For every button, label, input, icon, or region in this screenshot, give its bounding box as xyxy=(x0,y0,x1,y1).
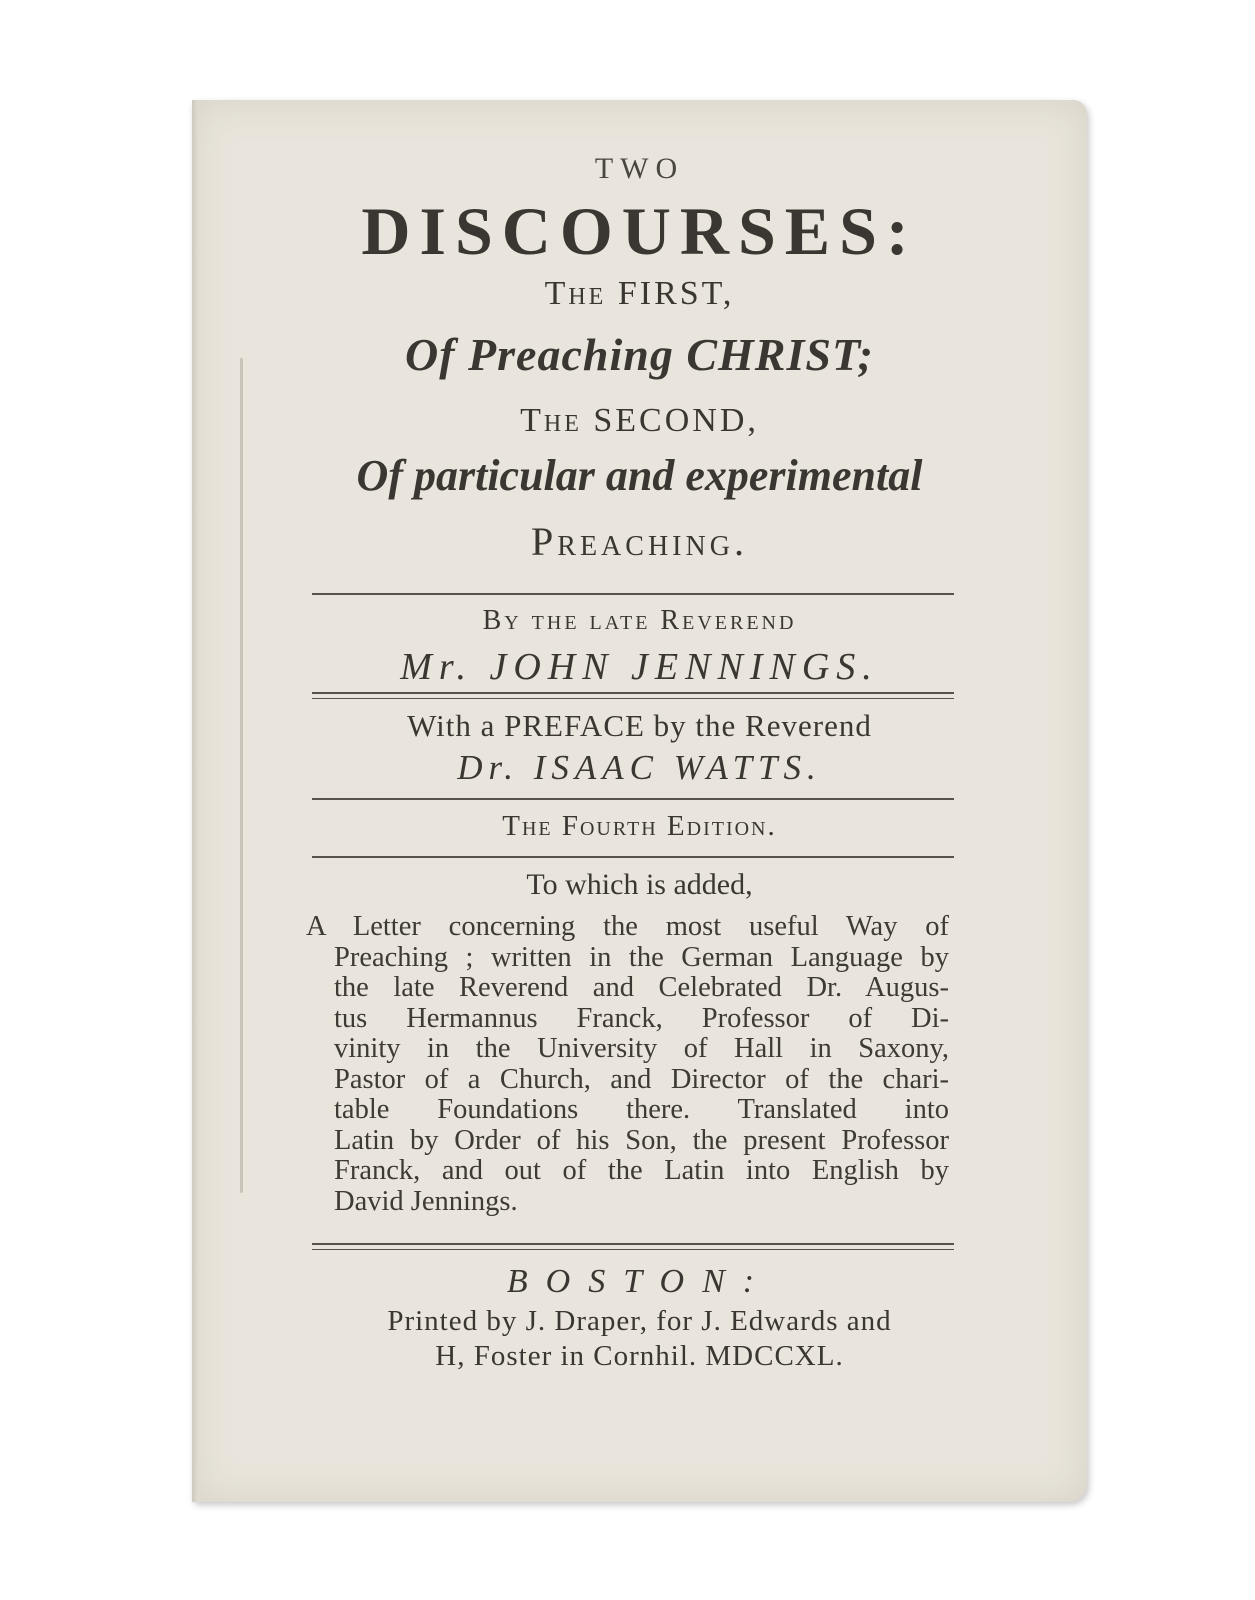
added-line: Pastor of a Church, and Director of the chari- xyxy=(334,1063,949,1095)
to-which-is-added: To which is added, xyxy=(526,868,753,901)
rule-3 xyxy=(312,798,954,800)
title-the-first: The FIRST, xyxy=(544,275,735,312)
title-of-preaching-christ: Of Preaching CHRIST; xyxy=(405,329,874,380)
imprint-printed-by: Printed by J. Draper, for J. Edwards and xyxy=(387,1305,892,1337)
title-page xyxy=(192,100,1087,1502)
title-preaching: Preaching. xyxy=(531,519,748,564)
rule-1 xyxy=(312,593,954,595)
imprint-boston: BOSTON: xyxy=(506,1263,773,1300)
added-line: vinity in the University of Hall in Saxony, xyxy=(334,1033,949,1064)
added-line: Preaching ; written in the German Language by xyxy=(334,941,949,973)
added-line: the late Reverend and Celebrated Dr. Augus- xyxy=(334,972,949,1003)
title-discourses: DISCOURSES: xyxy=(361,193,918,269)
by-the-late-reverend: By the late Reverend xyxy=(482,605,797,636)
added-line: A Letter concerning the most useful Way of xyxy=(306,911,949,942)
rule-4 xyxy=(312,856,954,858)
rule-5 xyxy=(312,1243,954,1250)
title-of-particular: Of particular and experimental xyxy=(356,451,923,500)
added-line: table Foundations there. Translated into xyxy=(334,1094,949,1125)
fourth-edition: The Fourth Edition. xyxy=(502,810,777,842)
imprint-foster-cornhil: H, Foster in Cornhil. MDCCXL. xyxy=(435,1340,844,1372)
added-line: Franck, and out of the Latin into English by xyxy=(334,1155,949,1186)
author-john-jennings: Mr. JOHN JENNINGS. xyxy=(400,646,879,688)
added-letter-paragraph xyxy=(306,911,949,1217)
rule-2 xyxy=(312,692,954,699)
preface-line: With a PREFACE by the Reverend xyxy=(407,708,872,743)
added-line: Latin by Order of his Son, the present Professor xyxy=(334,1124,949,1156)
title-the-second: The SECOND, xyxy=(520,402,759,439)
added-line: David Jennings. xyxy=(334,1185,518,1217)
added-line: tus Hermannus Franck, Professor of Di- xyxy=(334,1002,949,1034)
preface-author-isaac-watts: Dr. ISAAC WATTS. xyxy=(457,748,822,787)
title-two: TWO xyxy=(594,152,685,185)
